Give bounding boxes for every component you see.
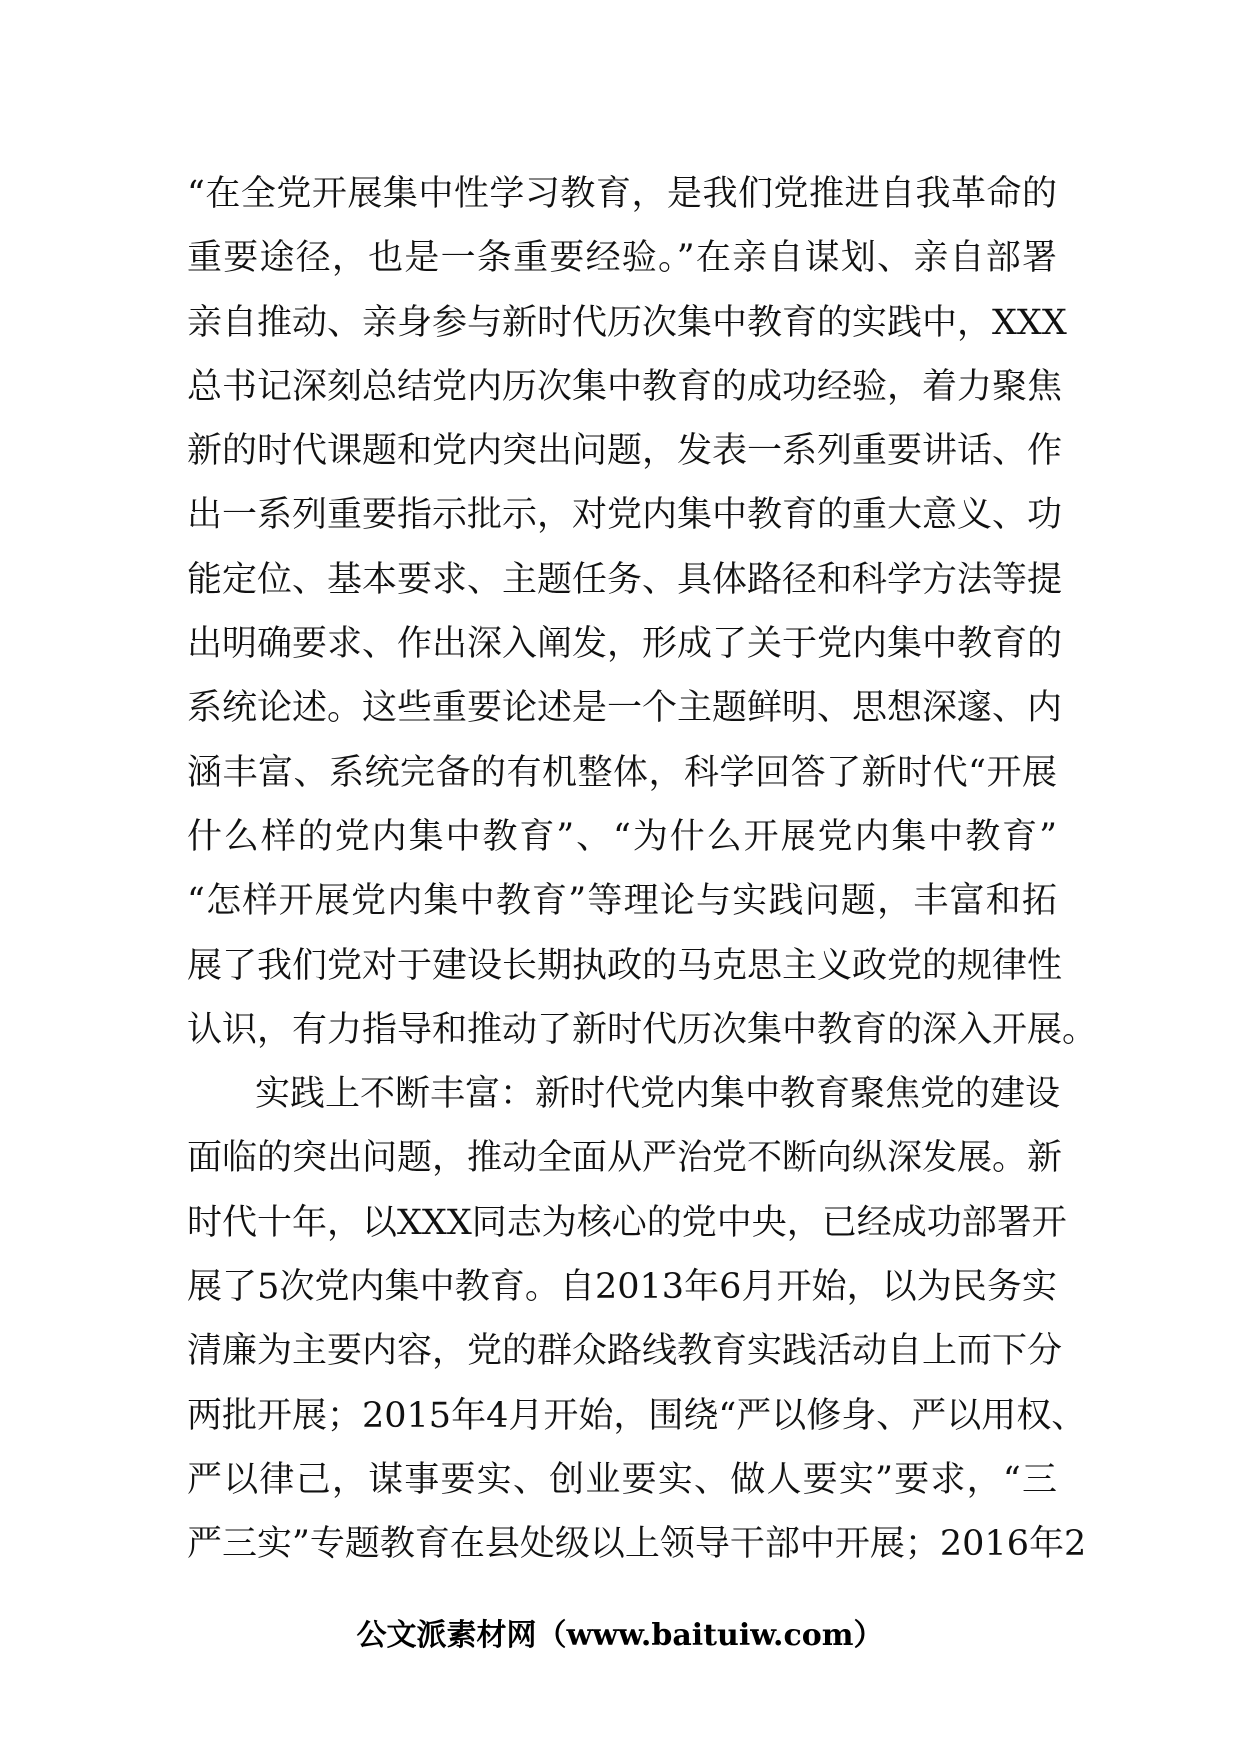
text-line: 严三实”专题教育在县处级以上领导干部中开展；2016年2 <box>187 1524 1087 1565</box>
text-line: 系统论述。这些重要论述是一个主题鲜明、思想深邃、内 <box>187 688 1063 729</box>
text-line: 两批开展；2015年4月开始，围绕“严以修身、严以用权、 <box>187 1395 1087 1436</box>
text-line: 什么样的党内集中教育”、“为什么开展党内集中教育” <box>187 816 1057 857</box>
text-line: 涵丰富、系统完备的有机整体，科学回答了新时代“开展 <box>187 752 1057 793</box>
text-line: 清廉为主要内容，党的群众路线教育实践活动自上而下分 <box>187 1331 1063 1372</box>
text-line: 展了5次党内集中教育。自2013年6月开始，以为民务实 <box>187 1267 1057 1308</box>
paragraph-first-line: 实践上不断丰富：新时代党内集中教育聚焦党的建设 <box>255 1074 1061 1115</box>
text-line: 总书记深刻总结党内历次集中教育的成功经验，着力聚焦 <box>187 366 1063 407</box>
footer-watermark: 公文派素材网（www.baituiw.com） <box>356 1618 884 1653</box>
document-body <box>187 162 1098 1577</box>
text-line: 展了我们党对于建设长期执政的马克思主义政党的规律性 <box>187 945 1063 986</box>
text-line: 认识，有力指导和推动了新时代历次集中教育的深入开展。 <box>187 1009 1098 1050</box>
text-line: 新的时代课题和党内突出问题，发表一系列重要讲话、作 <box>187 431 1063 472</box>
text-line: 严以律己，谋事要实、创业要实、做人要实”要求，“三 <box>187 1459 1057 1500</box>
text-line: 能定位、基本要求、主题任务、具体路径和科学方法等提 <box>187 559 1063 600</box>
text-line: 出一系列重要指示批示，对党内集中教育的重大意义、功 <box>187 495 1063 536</box>
text-line: 时代十年，以XXX同志为核心的党中央，已经成功部署开 <box>187 1202 1067 1243</box>
text-line: 亲自推动、亲身参与新时代历次集中教育的实践中，XXX <box>187 302 1067 343</box>
text-line: 重要途径，也是一条重要经验。”在亲自谋划、亲自部署 <box>187 238 1057 279</box>
text-line: 出明确要求、作出深入阐发，形成了关于党内集中教育的 <box>187 624 1063 665</box>
text-line: 面临的突出问题，推动全面从严治党不断向纵深发展。新 <box>187 1138 1063 1179</box>
text-line: “怎样开展党内集中教育”等理论与实践问题，丰富和拓 <box>187 881 1057 922</box>
text-line: “在全党开展集中性学习教育，是我们党推进自我革命的 <box>187 174 1057 214</box>
